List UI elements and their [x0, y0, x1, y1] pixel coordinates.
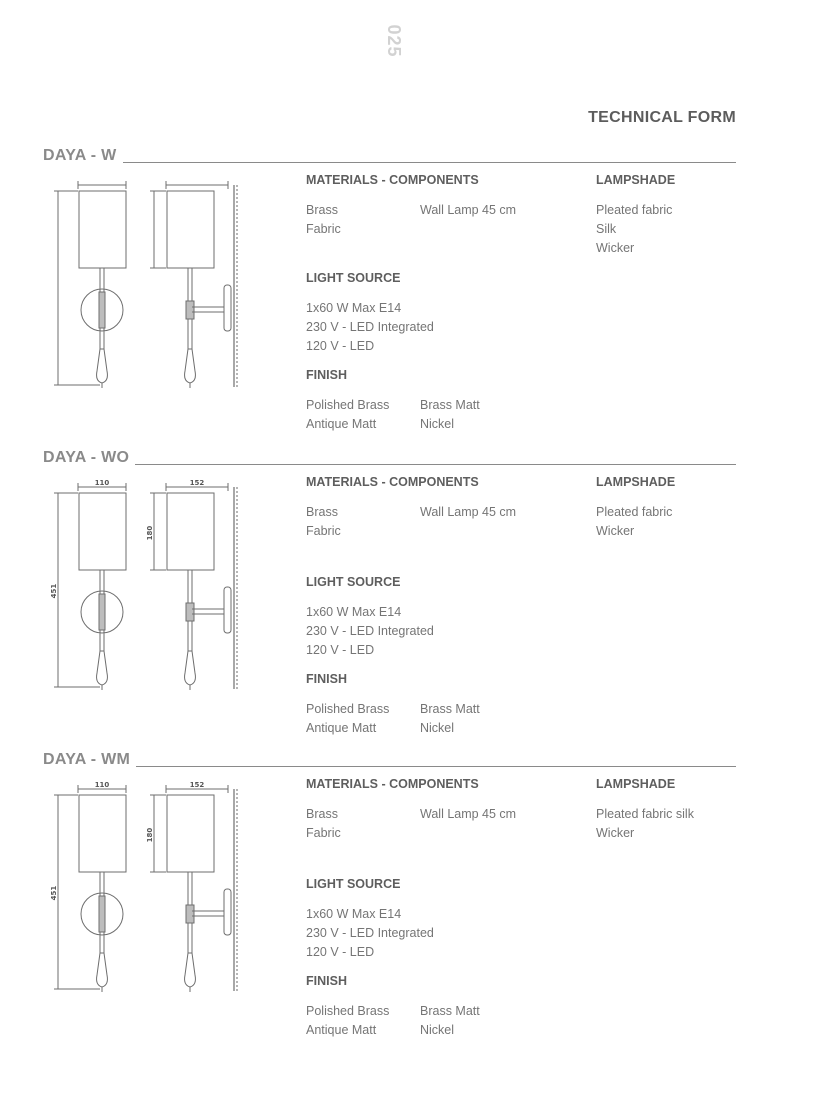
finish-list-1: [306, 700, 389, 738]
shade-height-label: 180: [146, 827, 154, 843]
lampshade-title: LAMPSHADE: [596, 777, 676, 791]
technical-drawing: [48, 189, 278, 405]
size-item: Wall Lamp 45 cm: [420, 807, 517, 821]
light-item: 1x60 W Max E14: [306, 301, 402, 315]
finish-item: Nickel: [420, 417, 455, 431]
front-tail-shape: [97, 953, 108, 987]
material-item: Fabric: [306, 222, 341, 236]
lampshade-item: Wicker: [596, 826, 635, 840]
lampshade-list: [596, 201, 672, 258]
product-name: DAYA - W: [43, 147, 117, 164]
finish-list-2: [420, 1002, 480, 1040]
total-height-label: 451: [50, 583, 58, 599]
finish-title: FINISH: [306, 368, 347, 382]
lampshade-item: Pleated fabric silk: [596, 807, 694, 821]
materials-extra: [420, 503, 516, 522]
finish-list-1: [306, 396, 389, 434]
light-source-title: LIGHT SOURCE: [306, 877, 401, 891]
section-divider: [135, 464, 736, 465]
width-label: 110: [94, 781, 110, 789]
finish-title: FINISH: [306, 974, 347, 988]
material-item: Brass: [306, 203, 338, 217]
side-tail-shape: [185, 953, 196, 987]
finish-item: Antique Matt: [306, 417, 377, 431]
materials-title: MATERIALS - COMPONENTS: [306, 173, 479, 187]
lampshade-item: Silk: [596, 222, 617, 236]
materials-list: [306, 503, 341, 541]
finish-item: Nickel: [420, 721, 455, 735]
size-item: Wall Lamp 45 cm: [420, 203, 517, 217]
lampshade-list: [596, 503, 672, 541]
front-tail-shape: [97, 651, 108, 685]
lampshade-list: [596, 805, 694, 843]
light-item: 1x60 W Max E14: [306, 605, 402, 619]
material-item: Brass: [306, 807, 338, 821]
finish-item: Antique Matt: [306, 1023, 377, 1037]
product-name: DAYA - WO: [43, 449, 130, 466]
lampshade-item: Pleated fabric: [596, 203, 673, 217]
front-shade-shape: [79, 795, 126, 872]
section-divider: [123, 162, 736, 163]
light-item: 1x60 W Max E14: [306, 907, 402, 921]
light-source-list: [306, 905, 434, 962]
finish-list-2: [420, 700, 480, 738]
light-source-title: LIGHT SOURCE: [306, 575, 401, 589]
finish-title: FINISH: [306, 672, 347, 686]
finish-list-2: [420, 396, 480, 434]
product-name: DAYA - WM: [43, 751, 131, 768]
side-shade-shape: [167, 493, 214, 570]
side-backplate-shape: [224, 587, 231, 633]
finish-item: Polished Brass: [306, 702, 390, 716]
finish-item: Polished Brass: [306, 1004, 390, 1018]
side-tail-shape: [185, 651, 196, 685]
side-backplate-shape: [224, 889, 231, 935]
lampshade-item: Pleated fabric: [596, 505, 673, 519]
light-item: 120 V - LED: [306, 945, 375, 959]
front-shade-shape: [79, 493, 126, 570]
section-header: [43, 749, 736, 771]
size-item: Wall Lamp 45 cm: [420, 505, 517, 519]
section-header: [43, 447, 736, 469]
materials-extra: [420, 805, 516, 824]
finish-item: Brass Matt: [420, 702, 480, 716]
side-shade-shape: [167, 795, 214, 872]
materials-title: MATERIALS - COMPONENTS: [306, 777, 479, 791]
side-backplate-shape: [224, 285, 231, 331]
light-item: 120 V - LED: [306, 339, 375, 353]
material-item: Brass: [306, 505, 338, 519]
lampshade-title: LAMPSHADE: [596, 475, 676, 489]
light-source-title: LIGHT SOURCE: [306, 271, 401, 285]
shade-height-label: 180: [146, 525, 154, 541]
section-divider: [136, 766, 736, 767]
finish-item: Brass Matt: [420, 1004, 480, 1018]
side-tail-shape: [185, 349, 196, 383]
finish-list-1: [306, 1002, 389, 1040]
lampshade-item: Wicker: [596, 241, 635, 255]
total-height-label: 451: [50, 885, 58, 901]
light-source-list: [306, 603, 434, 660]
light-item: 230 V - LED Integrated: [306, 926, 434, 940]
finish-item: Antique Matt: [306, 721, 377, 735]
depth-label: 152: [189, 479, 205, 487]
material-item: Fabric: [306, 524, 341, 538]
width-label: 110: [94, 479, 110, 487]
depth-label: 152: [189, 781, 205, 789]
side-shade-shape: [167, 191, 214, 268]
light-source-list: [306, 299, 434, 356]
materials-list: [306, 201, 341, 239]
technical-drawing: [48, 479, 278, 707]
lampshade-item: Wicker: [596, 524, 635, 538]
light-item: 230 V - LED Integrated: [306, 624, 434, 638]
front-shade-shape: [79, 191, 126, 268]
technical-drawing: [48, 781, 278, 1009]
page-title: TECHNICAL FORM: [588, 109, 736, 126]
finish-item: Nickel: [420, 1023, 455, 1037]
section-header: [43, 145, 736, 167]
light-item: 230 V - LED Integrated: [306, 320, 434, 334]
front-tail-shape: [97, 349, 108, 383]
material-item: Fabric: [306, 826, 341, 840]
lampshade-title: LAMPSHADE: [596, 173, 676, 187]
materials-extra: [420, 201, 516, 220]
materials-list: [306, 805, 341, 843]
finish-item: Polished Brass: [306, 398, 390, 412]
finish-item: Brass Matt: [420, 398, 480, 412]
light-item: 120 V - LED: [306, 643, 375, 657]
materials-title: MATERIALS - COMPONENTS: [306, 475, 479, 489]
page-number: 025: [384, 24, 405, 58]
